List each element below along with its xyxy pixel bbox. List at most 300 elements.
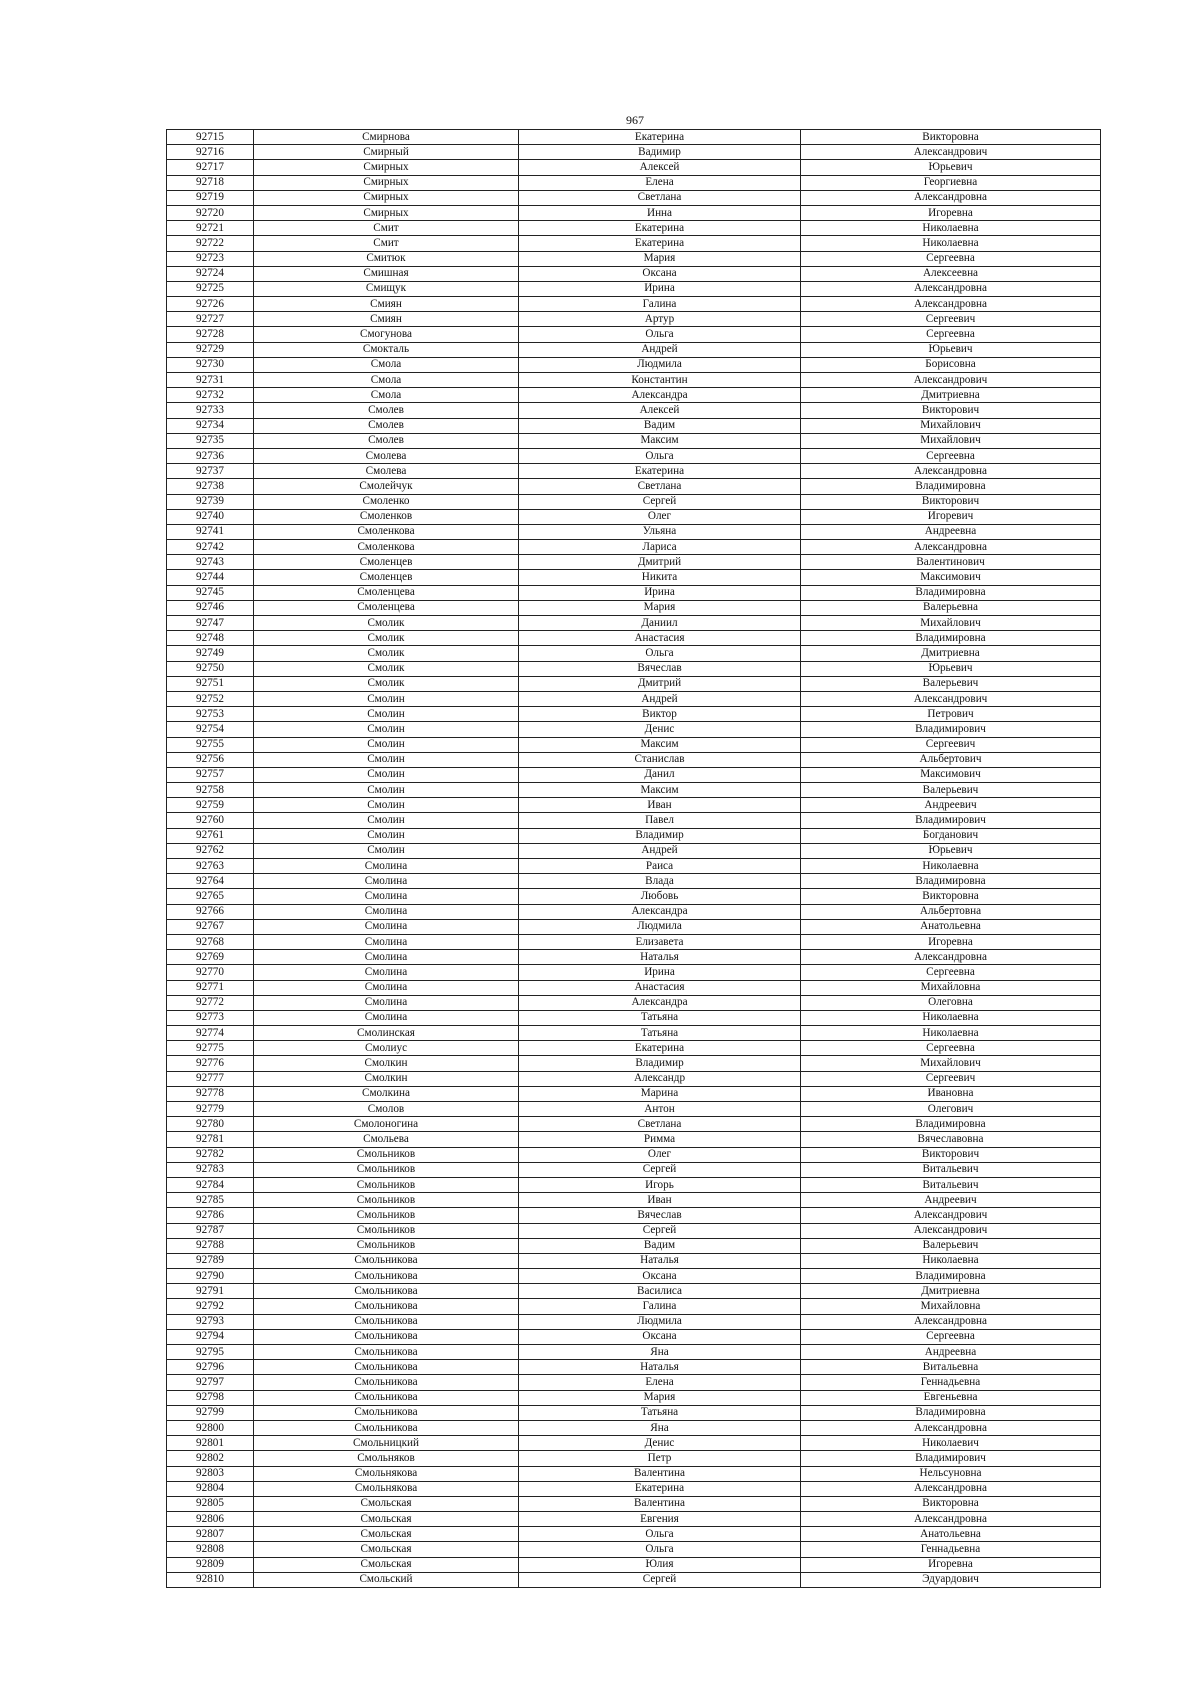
record-number-cell: 92804: [167, 1481, 254, 1496]
patronymic-cell: Александровна: [801, 1314, 1101, 1329]
record-number-cell: 92748: [167, 631, 254, 646]
table-row: [167, 965, 1101, 980]
table-row: [167, 676, 1101, 691]
patronymic-cell: Андреевич: [801, 798, 1101, 813]
record-number-cell: 92764: [167, 874, 254, 889]
surname-cell: Смола: [254, 357, 519, 372]
record-number-cell: 92803: [167, 1466, 254, 1481]
table-row: [167, 995, 1101, 1010]
table-row: [167, 934, 1101, 949]
record-number-cell: 92733: [167, 403, 254, 418]
record-number-cell: 92779: [167, 1102, 254, 1117]
record-number-cell: 92728: [167, 327, 254, 342]
record-number-cell: 92776: [167, 1056, 254, 1071]
surname-cell: Смольникова: [254, 1284, 519, 1299]
surname-cell: Смолейчук: [254, 479, 519, 494]
table-row: [167, 889, 1101, 904]
first-name-cell: Анастасия: [519, 631, 801, 646]
patronymic-cell: Владимирович: [801, 813, 1101, 828]
patronymic-cell: Сергеевич: [801, 737, 1101, 752]
table-row: [167, 494, 1101, 509]
surname-cell: Смолин: [254, 691, 519, 706]
patronymic-cell: Владимировна: [801, 874, 1101, 889]
surname-cell: Смолин: [254, 798, 519, 813]
first-name-cell: Андрей: [519, 691, 801, 706]
record-number-cell: 92759: [167, 798, 254, 813]
first-name-cell: Ольга: [519, 646, 801, 661]
table-row: [167, 783, 1101, 798]
first-name-cell: Станислав: [519, 752, 801, 767]
patronymic-cell: Игоревич: [801, 509, 1101, 524]
record-number-cell: 92805: [167, 1496, 254, 1511]
record-number-cell: 92720: [167, 205, 254, 220]
first-name-cell: Вадим: [519, 1238, 801, 1253]
table-row: [167, 160, 1101, 175]
surname-cell: Смиян: [254, 312, 519, 327]
first-name-cell: Василиса: [519, 1284, 801, 1299]
record-number-cell: 92754: [167, 722, 254, 737]
surname-cell: Смольникова: [254, 1390, 519, 1405]
first-name-cell: Светлана: [519, 190, 801, 205]
record-number-cell: 92793: [167, 1314, 254, 1329]
record-number-cell: 92768: [167, 934, 254, 949]
first-name-cell: Сергей: [519, 494, 801, 509]
table-row: [167, 130, 1101, 145]
first-name-cell: Влада: [519, 874, 801, 889]
patronymic-cell: Викторович: [801, 403, 1101, 418]
surname-cell: Смолина: [254, 965, 519, 980]
patronymic-cell: Сергеевна: [801, 1329, 1101, 1344]
first-name-cell: Екатерина: [519, 1481, 801, 1496]
first-name-cell: Максим: [519, 737, 801, 752]
first-name-cell: Валентина: [519, 1496, 801, 1511]
record-number-cell: 92775: [167, 1041, 254, 1056]
first-name-cell: Наталья: [519, 1253, 801, 1268]
record-number-cell: 92773: [167, 1010, 254, 1025]
record-number-cell: 92784: [167, 1177, 254, 1192]
first-name-cell: Ирина: [519, 965, 801, 980]
first-name-cell: Антон: [519, 1102, 801, 1117]
patronymic-cell: Дмитриевна: [801, 388, 1101, 403]
first-name-cell: Любовь: [519, 889, 801, 904]
patronymic-cell: Юрьевич: [801, 843, 1101, 858]
record-number-cell: 92806: [167, 1512, 254, 1527]
patronymic-cell: Олеговна: [801, 995, 1101, 1010]
patronymic-cell: Викторович: [801, 1147, 1101, 1162]
record-number-cell: 92801: [167, 1436, 254, 1451]
first-name-cell: Иван: [519, 798, 801, 813]
surname-cell: Смиян: [254, 297, 519, 312]
table-row: [167, 1329, 1101, 1344]
surname-cell: Смольнякова: [254, 1481, 519, 1496]
first-name-cell: Екатерина: [519, 1041, 801, 1056]
record-number-cell: 92762: [167, 843, 254, 858]
surname-cell: Смола: [254, 373, 519, 388]
table-row: [167, 843, 1101, 858]
patronymic-cell: Валерьевич: [801, 1238, 1101, 1253]
first-name-cell: Ольга: [519, 327, 801, 342]
first-name-cell: Олег: [519, 509, 801, 524]
patronymic-cell: Александрович: [801, 145, 1101, 160]
surname-cell: Смолин: [254, 737, 519, 752]
table-row: [167, 1132, 1101, 1147]
first-name-cell: Даниил: [519, 616, 801, 631]
record-number-cell: 92747: [167, 616, 254, 631]
first-name-cell: Алексей: [519, 403, 801, 418]
patronymic-cell: Юрьевич: [801, 661, 1101, 676]
record-number-cell: 92758: [167, 783, 254, 798]
record-number-cell: 92802: [167, 1451, 254, 1466]
first-name-cell: Галина: [519, 297, 801, 312]
patronymic-cell: Александровна: [801, 297, 1101, 312]
first-name-cell: Яна: [519, 1420, 801, 1435]
table-row: [167, 707, 1101, 722]
first-name-cell: Александра: [519, 995, 801, 1010]
patronymic-cell: Викторовна: [801, 130, 1101, 145]
surname-cell: Смольникова: [254, 1314, 519, 1329]
record-number-cell: 92731: [167, 373, 254, 388]
patronymic-cell: Михайлович: [801, 418, 1101, 433]
surname-cell: Смолина: [254, 904, 519, 919]
first-name-cell: Ольга: [519, 448, 801, 463]
first-name-cell: Екатерина: [519, 221, 801, 236]
table-row: [167, 1572, 1101, 1587]
surname-cell: Смолин: [254, 752, 519, 767]
record-number-cell: 92749: [167, 646, 254, 661]
patronymic-cell: Михайлович: [801, 1056, 1101, 1071]
first-name-cell: Мария: [519, 251, 801, 266]
first-name-cell: Анастасия: [519, 980, 801, 995]
surname-cell: Смольский: [254, 1572, 519, 1587]
first-name-cell: Александра: [519, 904, 801, 919]
surname-cell: Смольников: [254, 1147, 519, 1162]
patronymic-cell: Геннадьевна: [801, 1542, 1101, 1557]
record-number-cell: 92778: [167, 1086, 254, 1101]
first-name-cell: Виктор: [519, 707, 801, 722]
surname-cell: Смолина: [254, 950, 519, 965]
surname-cell: Смолина: [254, 919, 519, 934]
patronymic-cell: Сергеевна: [801, 327, 1101, 342]
table-row: [167, 1436, 1101, 1451]
record-number-cell: 92799: [167, 1405, 254, 1420]
table-row: [167, 555, 1101, 570]
record-number-cell: 92742: [167, 540, 254, 555]
record-number-cell: 92723: [167, 251, 254, 266]
surname-cell: Смолева: [254, 464, 519, 479]
surname-cell: Смолов: [254, 1102, 519, 1117]
record-number-cell: 92730: [167, 357, 254, 372]
patronymic-cell: Михайловна: [801, 1299, 1101, 1314]
patronymic-cell: Олегович: [801, 1102, 1101, 1117]
patronymic-cell: Петрович: [801, 707, 1101, 722]
table-row: [167, 327, 1101, 342]
first-name-cell: Раиса: [519, 859, 801, 874]
record-number-cell: 92743: [167, 555, 254, 570]
patronymic-cell: Игоревна: [801, 205, 1101, 220]
first-name-cell: Андрей: [519, 843, 801, 858]
patronymic-cell: Валерьевна: [801, 600, 1101, 615]
first-name-cell: Инна: [519, 205, 801, 220]
record-number-cell: 92786: [167, 1208, 254, 1223]
table-row: [167, 509, 1101, 524]
record-number-cell: 92740: [167, 509, 254, 524]
table-row: [167, 373, 1101, 388]
record-number-cell: 92736: [167, 448, 254, 463]
first-name-cell: Екатерина: [519, 236, 801, 251]
page-number: 967: [626, 113, 644, 127]
patronymic-cell: Николаевна: [801, 1026, 1101, 1041]
first-name-cell: Данил: [519, 767, 801, 782]
first-name-cell: Валентина: [519, 1466, 801, 1481]
table-row: [167, 767, 1101, 782]
record-number-cell: 92783: [167, 1162, 254, 1177]
surname-cell: Смолина: [254, 980, 519, 995]
first-name-cell: Мария: [519, 600, 801, 615]
record-number-cell: 92739: [167, 494, 254, 509]
patronymic-cell: Валерьевич: [801, 676, 1101, 691]
record-number-cell: 92722: [167, 236, 254, 251]
record-number-cell: 92724: [167, 266, 254, 281]
record-number-cell: 92737: [167, 464, 254, 479]
surname-cell: Смолин: [254, 843, 519, 858]
patronymic-cell: Нельсуновна: [801, 1466, 1101, 1481]
table-row: [167, 570, 1101, 585]
surname-cell: Смирных: [254, 190, 519, 205]
table-row: [167, 1177, 1101, 1192]
record-number-cell: 92756: [167, 752, 254, 767]
record-number-cell: 92761: [167, 828, 254, 843]
patronymic-cell: Александровна: [801, 1512, 1101, 1527]
first-name-cell: Екатерина: [519, 130, 801, 145]
surname-cell: Смоленкова: [254, 524, 519, 539]
first-name-cell: Владимир: [519, 1056, 801, 1071]
patronymic-cell: Валентинович: [801, 555, 1101, 570]
table-row: [167, 1375, 1101, 1390]
record-number-cell: 92763: [167, 859, 254, 874]
record-number-cell: 92771: [167, 980, 254, 995]
surname-cell: Смоленцева: [254, 585, 519, 600]
registry-table: [166, 129, 1101, 1588]
surname-cell: Смольникова: [254, 1345, 519, 1360]
record-number-cell: 92725: [167, 281, 254, 296]
table-row: [167, 980, 1101, 995]
first-name-cell: Наталья: [519, 1360, 801, 1375]
record-number-cell: 92785: [167, 1193, 254, 1208]
patronymic-cell: Сергеевна: [801, 1041, 1101, 1056]
table-row: [167, 1481, 1101, 1496]
table-row: [167, 600, 1101, 615]
patronymic-cell: Николаевна: [801, 1253, 1101, 1268]
table-row: [167, 631, 1101, 646]
surname-cell: Смолина: [254, 995, 519, 1010]
table-row: [167, 221, 1101, 236]
record-number-cell: 92752: [167, 691, 254, 706]
record-number-cell: 92715: [167, 130, 254, 145]
first-name-cell: Мария: [519, 1390, 801, 1405]
record-number-cell: 92751: [167, 676, 254, 691]
table-row: [167, 1360, 1101, 1375]
first-name-cell: Людмила: [519, 919, 801, 934]
patronymic-cell: Игоревна: [801, 1557, 1101, 1572]
surname-cell: Смоленкова: [254, 540, 519, 555]
first-name-cell: Дмитрий: [519, 555, 801, 570]
patronymic-cell: Владимировна: [801, 585, 1101, 600]
patronymic-cell: Дмитриевна: [801, 1284, 1101, 1299]
table-row: [167, 1117, 1101, 1132]
first-name-cell: Никита: [519, 570, 801, 585]
first-name-cell: Андрей: [519, 342, 801, 357]
first-name-cell: Денис: [519, 722, 801, 737]
table-row: [167, 251, 1101, 266]
surname-cell: Смолина: [254, 934, 519, 949]
record-number-cell: 92769: [167, 950, 254, 965]
patronymic-cell: Александрович: [801, 691, 1101, 706]
surname-cell: Смирных: [254, 160, 519, 175]
patronymic-cell: Андреевна: [801, 1345, 1101, 1360]
surname-cell: Смольская: [254, 1542, 519, 1557]
table-row: [167, 1223, 1101, 1238]
patronymic-cell: Сергеевич: [801, 1071, 1101, 1086]
surname-cell: Смоленцева: [254, 600, 519, 615]
patronymic-cell: Владимировна: [801, 1117, 1101, 1132]
table-row: [167, 1071, 1101, 1086]
table-row: [167, 357, 1101, 372]
surname-cell: Смольская: [254, 1496, 519, 1511]
first-name-cell: Юлия: [519, 1557, 801, 1572]
surname-cell: Смолкина: [254, 1086, 519, 1101]
patronymic-cell: Георгиевна: [801, 175, 1101, 190]
first-name-cell: Татьяна: [519, 1010, 801, 1025]
patronymic-cell: Викторовна: [801, 1496, 1101, 1511]
first-name-cell: Максим: [519, 783, 801, 798]
surname-cell: Смолик: [254, 661, 519, 676]
surname-cell: Смитюк: [254, 251, 519, 266]
surname-cell: Смолиус: [254, 1041, 519, 1056]
first-name-cell: Елизавета: [519, 934, 801, 949]
first-name-cell: Римма: [519, 1132, 801, 1147]
table-row: [167, 433, 1101, 448]
patronymic-cell: Сергеевич: [801, 312, 1101, 327]
table-row: [167, 828, 1101, 843]
surname-cell: Смольева: [254, 1132, 519, 1147]
table-row: [167, 646, 1101, 661]
first-name-cell: Оксана: [519, 1269, 801, 1284]
table-row: [167, 904, 1101, 919]
table-row: [167, 175, 1101, 190]
patronymic-cell: Николаевна: [801, 221, 1101, 236]
patronymic-cell: Алексеевна: [801, 266, 1101, 281]
first-name-cell: Евгения: [519, 1512, 801, 1527]
record-number-cell: 92809: [167, 1557, 254, 1572]
first-name-cell: Олег: [519, 1147, 801, 1162]
table-row: [167, 1466, 1101, 1481]
surname-cell: Смольников: [254, 1177, 519, 1192]
surname-cell: Смирных: [254, 205, 519, 220]
table-row: [167, 524, 1101, 539]
record-number-cell: 92729: [167, 342, 254, 357]
patronymic-cell: Александровна: [801, 1481, 1101, 1496]
table-row: [167, 1512, 1101, 1527]
patronymic-cell: Максимович: [801, 767, 1101, 782]
record-number-cell: 92744: [167, 570, 254, 585]
first-name-cell: Артур: [519, 312, 801, 327]
table-row: [167, 190, 1101, 205]
surname-cell: Смоленко: [254, 494, 519, 509]
surname-cell: Смищук: [254, 281, 519, 296]
surname-cell: Смольская: [254, 1557, 519, 1572]
table-row: [167, 266, 1101, 281]
first-name-cell: Дмитрий: [519, 676, 801, 691]
patronymic-cell: Анатольевна: [801, 919, 1101, 934]
patronymic-cell: Александровна: [801, 281, 1101, 296]
first-name-cell: Владимир: [519, 828, 801, 843]
patronymic-cell: Геннадьевна: [801, 1375, 1101, 1390]
first-name-cell: Сергей: [519, 1223, 801, 1238]
patronymic-cell: Александрович: [801, 373, 1101, 388]
first-name-cell: Ирина: [519, 281, 801, 296]
table-row: [167, 722, 1101, 737]
table-row: [167, 752, 1101, 767]
patronymic-cell: Игоревна: [801, 934, 1101, 949]
table-row: [167, 1238, 1101, 1253]
first-name-cell: Светлана: [519, 1117, 801, 1132]
first-name-cell: Галина: [519, 1299, 801, 1314]
surname-cell: Смогунова: [254, 327, 519, 342]
surname-cell: Смолик: [254, 646, 519, 661]
record-number-cell: 92791: [167, 1284, 254, 1299]
record-number-cell: 92741: [167, 524, 254, 539]
first-name-cell: Лариса: [519, 540, 801, 555]
record-number-cell: 92790: [167, 1269, 254, 1284]
patronymic-cell: Сергеевна: [801, 448, 1101, 463]
surname-cell: Смолина: [254, 889, 519, 904]
record-number-cell: 92732: [167, 388, 254, 403]
patronymic-cell: Михайловна: [801, 980, 1101, 995]
first-name-cell: Наталья: [519, 950, 801, 965]
patronymic-cell: Андреевич: [801, 1193, 1101, 1208]
first-name-cell: Денис: [519, 1436, 801, 1451]
first-name-cell: Марина: [519, 1086, 801, 1101]
patronymic-cell: Владимировна: [801, 479, 1101, 494]
patronymic-cell: Александровна: [801, 950, 1101, 965]
record-number-cell: 92777: [167, 1071, 254, 1086]
record-number-cell: 92718: [167, 175, 254, 190]
patronymic-cell: Николаевна: [801, 859, 1101, 874]
record-number-cell: 92745: [167, 585, 254, 600]
patronymic-cell: Богданович: [801, 828, 1101, 843]
patronymic-cell: Борисовна: [801, 357, 1101, 372]
surname-cell: Смольников: [254, 1162, 519, 1177]
first-name-cell: Татьяна: [519, 1405, 801, 1420]
surname-cell: Смольникова: [254, 1360, 519, 1375]
table-row: [167, 798, 1101, 813]
patronymic-cell: Альбертович: [801, 752, 1101, 767]
record-number-cell: 92757: [167, 767, 254, 782]
patronymic-cell: Владимирович: [801, 1451, 1101, 1466]
record-number-cell: 92753: [167, 707, 254, 722]
patronymic-cell: Викторович: [801, 494, 1101, 509]
table-row: [167, 1010, 1101, 1025]
surname-cell: Смолев: [254, 418, 519, 433]
first-name-cell: Ульяна: [519, 524, 801, 539]
table-row: [167, 342, 1101, 357]
table-row: [167, 145, 1101, 160]
surname-cell: Смольникова: [254, 1405, 519, 1420]
table-row: [167, 1451, 1101, 1466]
first-name-cell: Сергей: [519, 1572, 801, 1587]
patronymic-cell: Александровна: [801, 1420, 1101, 1435]
patronymic-cell: Максимович: [801, 570, 1101, 585]
